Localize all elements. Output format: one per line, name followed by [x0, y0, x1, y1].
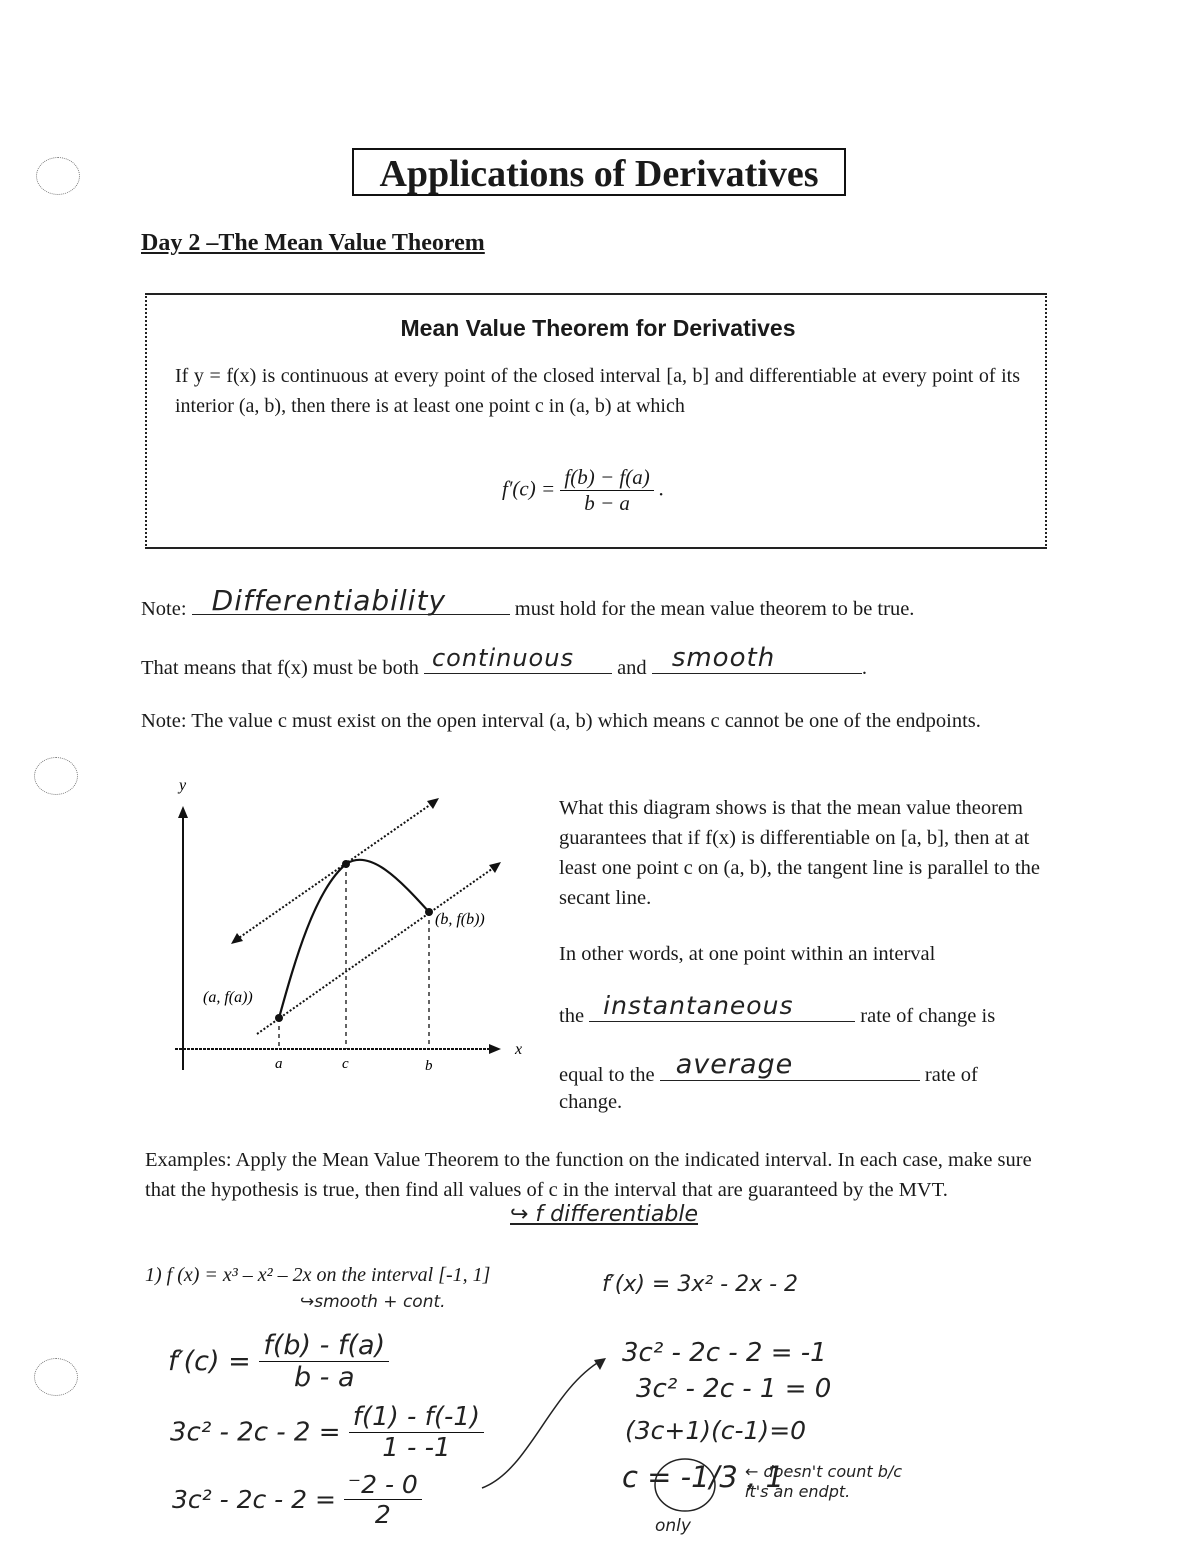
- examples-intro: Examples: Apply the Mean Value Theorem to the function on the indicated interval. In each case, make sure that the hypothesis is true, then find all values of c in the interval that are guaranteed by the MVT.: [145, 1149, 1032, 1201]
- work-lhs: f′(c) =: [168, 1346, 251, 1377]
- work-right-line: c = -1/3 , 1: [622, 1460, 784, 1494]
- point-a: [275, 1014, 283, 1022]
- tick-label-a: a: [275, 1056, 283, 1072]
- answer-circle: [650, 1455, 720, 1515]
- handwritten-answer: instantaneous: [603, 991, 794, 1020]
- formula-lhs: f′(c) =: [502, 476, 556, 501]
- work-denominator: b - a: [293, 1362, 355, 1393]
- only-note: only: [655, 1516, 691, 1536]
- work-denominator: 1 - -1: [382, 1433, 451, 1463]
- note-text: That means that f(x) must be both: [141, 657, 419, 679]
- work-numerator: f(1) - f(-1): [349, 1402, 484, 1433]
- work-denominator: 2: [374, 1500, 391, 1529]
- tick-label-b: b: [425, 1058, 433, 1074]
- y-axis-label: y: [179, 777, 187, 794]
- tangent-arrow: [231, 933, 243, 944]
- note-open-interval: Note: The value c must exist on the open interval (a, b) which means c cannot be one of the endpoints.: [141, 710, 981, 732]
- examples-note: ↪ f differentiable: [510, 1202, 699, 1227]
- formula-denominator: b − a: [584, 491, 630, 515]
- secant-arrow: [489, 862, 501, 873]
- function-curve: [279, 860, 429, 1018]
- note-continuous-smooth: [141, 643, 867, 683]
- example1-derivative: f′(x) = 3x² - 2x - 2: [602, 1272, 799, 1297]
- answer-blank: [652, 643, 862, 674]
- theorem-box: [145, 293, 1047, 549]
- text-equal: equal to the: [559, 1064, 655, 1086]
- text-change: change.: [559, 1091, 623, 1113]
- hole-punch: [34, 757, 78, 795]
- theorem-formula: [502, 465, 664, 516]
- point-c: [342, 860, 350, 868]
- answer-blank: [660, 1049, 920, 1081]
- work-line: [172, 1470, 422, 1529]
- handwritten-answer: smooth: [671, 643, 776, 673]
- answer-blank: [192, 584, 510, 617]
- work-fraction: [349, 1402, 484, 1463]
- work-line: [168, 1330, 389, 1393]
- y-axis-arrow: [178, 806, 188, 818]
- in-other-words: In other words, at one point within an interval: [559, 943, 936, 965]
- example1-problem: 1) f (x) = x³ – x² – 2x on the interval [-1, 1]: [145, 1264, 491, 1286]
- work-right-line: 3c² - 2c - 1 = 0: [636, 1374, 832, 1404]
- note-text: must hold for the mean value theorem to be true.: [514, 598, 915, 620]
- handwritten-answer: continuous: [431, 644, 574, 672]
- instantaneous-line: [559, 991, 996, 1031]
- x-axis-arrow: [489, 1044, 501, 1054]
- answer-blank: [424, 644, 612, 674]
- hole-punch: [36, 157, 80, 195]
- note-text: .: [861, 657, 867, 679]
- formula-fraction: [560, 465, 653, 516]
- point-b: [425, 908, 433, 916]
- secant-line: [257, 864, 499, 1034]
- point-b-label: (b, f(b)): [435, 911, 485, 928]
- text-the: the: [559, 1005, 585, 1027]
- work-numerator: ⁻2 - 0: [344, 1470, 422, 1500]
- work-right-line: 3c² - 2c - 2 = -1: [622, 1338, 827, 1368]
- formula-numerator: f(b) − f(a): [560, 465, 653, 491]
- tick-label-c: c: [342, 1056, 349, 1072]
- connector-arrow: [470, 1350, 620, 1500]
- diagram-explanation: What this diagram shows is that the mean value theorem guarantees that if f(x) is differentiable on [a, b], then at at least one point c on (a, b), the tangent line is parallel to the secant line.: [559, 797, 1041, 909]
- theorem-statement: If y = f(x) is continuous at every point of the closed interval [a, b] and differentiable at every point of its interior (a, b), then there is at least one point c in (a, b) at which: [175, 365, 1020, 417]
- note-label: Note:: [141, 598, 187, 620]
- work-line: [170, 1402, 484, 1463]
- example1-note: ↪smooth + cont.: [300, 1292, 446, 1312]
- work-numerator: f(b) - f(a): [259, 1330, 389, 1362]
- text-rate: rate of change is: [860, 1005, 996, 1027]
- endpoint-note: ← doesn't count b/c it's an endpt.: [745, 1462, 903, 1501]
- x-axis-label: x: [515, 1041, 523, 1058]
- handwritten-answer: average: [675, 1049, 794, 1080]
- answer-blank: [589, 991, 855, 1022]
- hole-punch: [34, 1358, 78, 1396]
- work-lhs: 3c² - 2c - 2 =: [170, 1417, 341, 1448]
- tangent-line: [233, 800, 437, 942]
- average-line: [559, 1049, 978, 1090]
- work-right-line: (3c+1)(c-1)=0: [625, 1416, 807, 1445]
- work-lhs: 3c² - 2c - 2 =: [172, 1485, 336, 1514]
- handwritten-answer: Differentiability: [211, 584, 447, 617]
- section-subtitle: Day 2 –The Mean Value Theorem: [141, 230, 485, 256]
- page-title: Applications of Derivatives: [352, 148, 846, 196]
- work-fraction: [344, 1470, 422, 1529]
- formula-end: .: [658, 476, 665, 501]
- work-fraction: [259, 1330, 389, 1393]
- mvt-diagram: [165, 770, 535, 1080]
- theorem-heading: Mean Value Theorem for Derivatives: [400, 315, 796, 341]
- note-differentiability: [141, 584, 915, 624]
- note-text: and: [617, 657, 647, 679]
- text-rate: rate of: [924, 1064, 978, 1086]
- tangent-arrow: [427, 798, 439, 809]
- point-a-label: (a, f(a)): [203, 989, 253, 1006]
